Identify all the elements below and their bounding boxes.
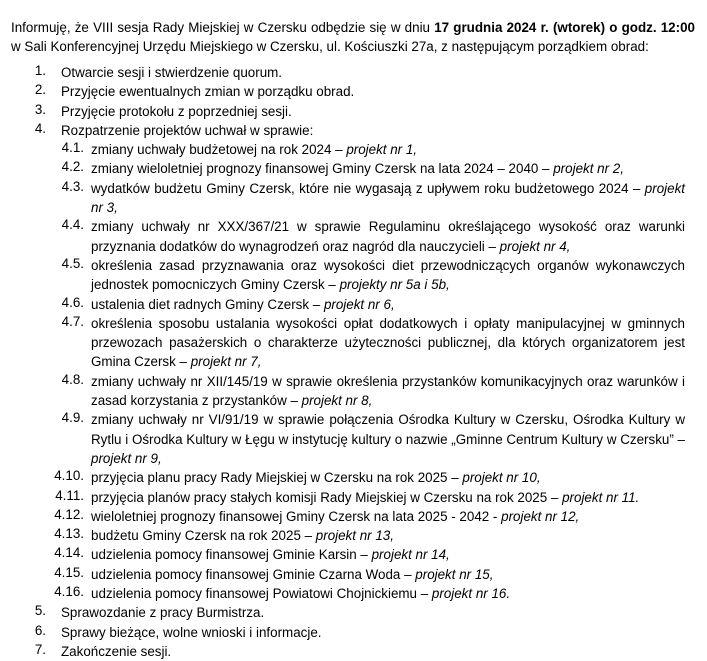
- subitem-text: zmiany wieloletniej prognozy finansowej Gminy Czersk na lata 2024 – 2040 –: [91, 161, 554, 177]
- agenda-item-number: 5.: [34, 603, 46, 619]
- subitem-4-3: [0, 179, 707, 218]
- subitem-text: budżetu Gminy Czersk na rok 2025 –: [91, 528, 316, 544]
- subitem-text: udzielenia pomocy finansowej Gminie Karsin –: [91, 547, 372, 563]
- subitem-number: 4.4.: [61, 217, 84, 233]
- agenda-item-text: Sprawozdanie z pracy Burmistrza.: [61, 605, 265, 621]
- subitem-4-8: [0, 372, 707, 411]
- project-ref: projekt nr 3,: [91, 180, 685, 216]
- project-ref: projekt nr 13,: [315, 528, 394, 544]
- agenda-item-7: [0, 642, 707, 661]
- subitem-text: przyjęcia planu pracy Rady Miejskiej w Czersku na rok 2025 –: [91, 470, 463, 486]
- agenda-list: [0, 63, 707, 661]
- subitem-text: ustalenia diet radnych Gminy Czersk –: [91, 296, 324, 312]
- agenda-item-text: Rozpatrzenie projektów uchwał w sprawie:: [61, 122, 314, 138]
- subitem-text: zmiany uchwały nr XXX/367/21 w sprawie Regulaminu określającego wysokość oraz warunki przyznania dodatków do wynagrodzeń oraz nagród dla nauczycieli –: [91, 219, 685, 254]
- subitem-4-1: [0, 140, 707, 159]
- agenda-item-number: 6.: [34, 622, 46, 638]
- subitem-4-11: [0, 488, 707, 507]
- project-ref: projekt nr 7,: [190, 354, 262, 370]
- subitem-text: udzielenia pomocy finansowej Gminie Czarna Woda –: [91, 566, 416, 582]
- subitem-number: 4.2.: [61, 159, 84, 175]
- agenda-item-number: 2.: [34, 82, 46, 98]
- subitem-4-15: [0, 565, 707, 584]
- subitem-text: przyjęcia planów pracy stałych komisji Rady Miejskiej w Czersku na rok 2025 –: [91, 489, 563, 505]
- subitem-text: zmiany uchwały nr VI/91/19 w sprawie połączenia Ośrodka Kultury w Czersku, Ośrodka Kultury w Rytlu i Ośrodka Kultury w Łęgu w instytucję kultury o nazwie „Gminne Centrum Kultury w Czersku” –: [91, 412, 685, 447]
- subitem-text: określenia sposobu ustalania wysokości opłat dodatkowych i opłaty manipulacyjnej w gminnych przewozach pasażerskich o charakterze użyteczności publicznej, dla których organizatorem jest Gmina Czersk –: [91, 315, 685, 370]
- subitem-4-9: [0, 410, 707, 468]
- agenda-item-1: [0, 63, 707, 82]
- project-ref: projekt nr 1,: [346, 142, 418, 158]
- subitem-number: 4.13.: [54, 526, 84, 542]
- subitem-number: 4.1.: [61, 140, 84, 156]
- project-ref: projekt nr 4,: [499, 238, 571, 254]
- subitem-number: 4.9.: [61, 410, 84, 426]
- subitem-text: wieloletniej prognozy finansowej Gminy Czersk na lata 2025 - 2042 -: [91, 508, 502, 524]
- agenda-item-text: Przyjęcie ewentualnych zmian w porządku obrad.: [61, 84, 355, 100]
- subitem-number: 4.3.: [61, 178, 84, 194]
- subitem-4-4: [0, 217, 707, 256]
- project-ref: projekt nr 10,: [462, 470, 541, 486]
- project-ref: projekt nr 8,: [301, 393, 373, 409]
- subitem-text: zmiany uchwały nr XII/145/19 w sprawie określenia przystanków komunikacyjnych oraz warunków i zasad korzystania z przystanków –: [91, 373, 685, 409]
- intro-paragraph: [11, 18, 695, 56]
- agenda-item-6: [0, 623, 707, 642]
- subitem-4-10: [0, 468, 707, 487]
- project-ref: projekt nr 14,: [371, 547, 450, 563]
- project-ref: projekty nr 5a i 5b,: [339, 277, 450, 293]
- subitem-4-2: [0, 159, 707, 178]
- subitem-number: 4.5.: [61, 255, 84, 271]
- agenda-item-number: 4.: [34, 120, 46, 136]
- subitem-number: 4.14.: [54, 545, 84, 561]
- agenda-item-number: 7.: [34, 641, 46, 657]
- subitem-4-6: [0, 295, 707, 314]
- agenda-item-3: [0, 102, 707, 121]
- subitem-4-16: [0, 584, 707, 603]
- subitem-text: wydatków budżetu Gminy Czersk, które nie wygasają z upływem roku budżetowego 2024 –: [91, 180, 645, 196]
- subitem-4-13: [0, 526, 707, 545]
- subitem-number: 4.6.: [61, 294, 84, 310]
- agenda-item-2: [0, 82, 707, 101]
- agenda-item-text: Zakończenie sesji.: [61, 643, 172, 659]
- intro-text-1: Informuję, że VIII sesja Rady Miejskiej w Czersku odbędzie się w dniu: [11, 20, 435, 36]
- subitem-4-14: [0, 545, 707, 564]
- agenda-item-text: Przyjęcie protokołu z poprzedniej sesji.: [61, 103, 292, 119]
- subitem-number: 4.7.: [61, 313, 84, 329]
- project-ref: projekt nr 16.: [431, 586, 511, 602]
- subitem-4-12: [0, 507, 707, 526]
- project-ref: projekt nr 11.: [562, 489, 640, 505]
- project-ref: projekt nr 12,: [501, 508, 580, 524]
- subitem-text: zmiany uchwały budżetowej na rok 2024 –: [91, 142, 347, 158]
- subitem-text: udzielenia pomocy finansowej Powiatowi Chojnickiemu –: [91, 586, 432, 602]
- project-ref: projekt nr 6,: [323, 296, 395, 312]
- subitem-number: 4.12.: [54, 506, 84, 522]
- project-ref: projekt nr 15,: [415, 566, 494, 582]
- session-date: 17 grudnia 2024 r. (wtorek) o godz. 12:00: [434, 20, 695, 36]
- subitem-text: określenia zasad przyznawania oraz wysokości diet przewodniczących organów wykonawczych jednostek pomocniczych Gminy Czersk –: [91, 257, 685, 293]
- subitem-number: 4.10.: [54, 468, 84, 484]
- agenda-item-number: 1.: [34, 63, 46, 78]
- subitem-4-5: [0, 256, 707, 295]
- intro-text-2: w Sali Konferencyjnej Urzędu Miejskiego w Czersku, ul. Kościuszki 27a, z następującym porządkiem obrad:: [11, 39, 649, 55]
- agenda-item-text: Otwarcie sesji i stwierdzenie quorum.: [61, 65, 283, 80]
- agenda-item-number: 3.: [34, 101, 46, 117]
- agenda-item-5: [0, 603, 707, 622]
- subitem-number: 4.8.: [61, 371, 84, 387]
- project-ref: projekt nr 9,: [91, 450, 162, 466]
- subitem-number: 4.11.: [55, 487, 84, 503]
- project-ref: projekt nr 2,: [553, 161, 624, 177]
- agenda-item-text: Sprawy bieżące, wolne wnioski i informacje.: [61, 624, 322, 640]
- agenda-item-4: [0, 121, 707, 603]
- resolution-projects-list: [0, 140, 707, 603]
- subitem-number: 4.15.: [54, 564, 84, 580]
- subitem-4-7: [0, 314, 707, 372]
- subitem-number: 4.16.: [54, 584, 84, 600]
